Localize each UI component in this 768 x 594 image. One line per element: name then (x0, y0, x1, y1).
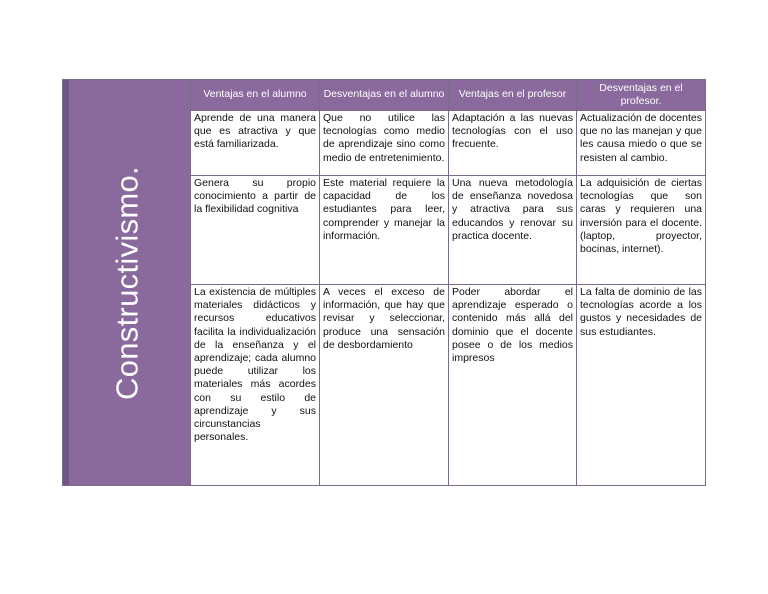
table-cell: Poder abordar el aprendizaje esperado o contenido más allá del dominio que el docente posee o de los medios impresos (449, 285, 577, 486)
table-cell: Aprende de una manera que es atractiva y que está familiarizada. (191, 111, 320, 176)
table-cell: Genera su propio conocimiento a partir de la flexibilidad cognitiva (191, 176, 320, 285)
table-cell: Este material requiere la capacidad de los estudiantes para leer, comprender y manejar la información. (320, 176, 449, 285)
side-title-cell (63, 80, 191, 486)
table-cell: Que no utilice las tecnologías como medio de aprendizaje sino como medio de entretenimiento. (320, 111, 449, 176)
header-row (63, 80, 706, 111)
table-cell: Actualización de docentes que no las manejan y que les causa miedo o que se resisten al cambio. (577, 111, 706, 176)
side-title: Constructivismo. (108, 165, 144, 400)
header-teacher-disadvantages: Desventajas en el profesor. (577, 80, 706, 111)
header-student-disadvantages: Desventajas en el alumno (320, 80, 449, 111)
table-cell: Adaptación a las nuevas tecnologías con el uso frecuente. (449, 111, 577, 176)
table-cell: A veces el exceso de información, que hay que revisar y seleccionar, produce una sensación de desbordamiento (320, 285, 449, 486)
table-cell: La falta de dominio de las tecnologías acorde a los gustos y necesidades de sus estudiantes. (577, 285, 706, 486)
table-cell: La adquisición de ciertas tecnologías que son caras y requieren una inversión para el docente. (laptop, proyector, bocinas, internet). (577, 176, 706, 285)
table-cell: La existencia de múltiples materiales didácticos y recursos educativos facilita la individualización de la enseñanza y el aprendizaje; cada alumno puede utilizar los materiales más acordes con su estilo de aprendizaje y sus circunstancias personales. (191, 285, 320, 486)
table-cell: Una nueva metodología de enseñanza novedosa y atractiva para sus educandos y renovar su practica docente. (449, 176, 577, 285)
comparison-table (62, 79, 706, 486)
header-teacher-advantages: Ventajas en el profesor (449, 80, 577, 111)
header-student-advantages: Ventajas en el alumno (191, 80, 320, 111)
side-shadow (63, 80, 69, 485)
